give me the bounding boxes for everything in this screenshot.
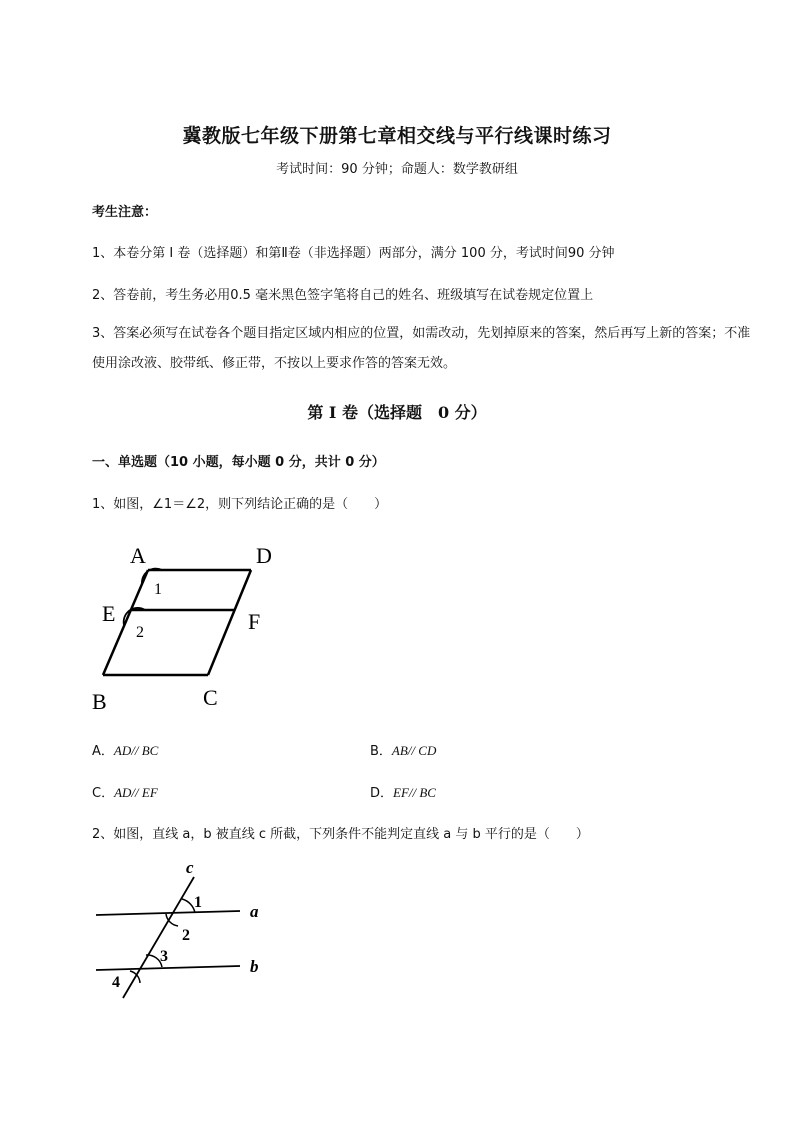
option-c[interactable] xyxy=(92,782,158,801)
label-d: D xyxy=(256,543,272,568)
option-d-letter: D． xyxy=(370,786,394,801)
question-2-stem: 2、如图，直线 a，b 被直线 c 所截，下列条件不能判定直线 a 与 b 平行的是（ ） xyxy=(92,827,589,842)
option-a-letter: A． xyxy=(92,744,114,759)
label-c: C xyxy=(203,685,218,710)
label-f: F xyxy=(248,609,261,634)
line-a xyxy=(96,911,240,915)
label-e: E xyxy=(102,601,116,626)
section-title: 第 I 卷（选择题 0 分） xyxy=(307,403,487,422)
question-1-figure xyxy=(88,535,288,720)
angle-1-label: 1 xyxy=(194,894,202,911)
question-1-stem: 1、如图，∠1＝∠2，则下列结论正确的是（ ） xyxy=(92,497,388,512)
option-c-text: AD// EF xyxy=(114,785,158,800)
notice-item-1: 1、本卷分第 I 卷（选择题）和第Ⅱ卷（非选择题）两部分，满分 100 分，考试时间90 分钟 xyxy=(92,246,615,261)
option-a[interactable] xyxy=(92,740,158,759)
label-a: A xyxy=(130,543,146,568)
notice-heading: 考生注意： xyxy=(92,205,158,220)
option-c-letter: C． xyxy=(92,786,115,801)
question-2-figure xyxy=(88,855,278,1010)
option-a-text: AD// BC xyxy=(113,743,159,758)
option-b-letter: B． xyxy=(370,744,392,759)
angle-2-label: 2 xyxy=(182,927,190,944)
option-b[interactable] xyxy=(370,740,436,759)
angle-1-label: 1 xyxy=(154,581,162,598)
part-title: 一、单选题（10 小题，每小题 0 分，共计 0 分） xyxy=(92,455,385,470)
option-d-text: EF// BC xyxy=(393,785,436,800)
angle-4-label: 4 xyxy=(112,974,120,991)
page-title: 冀教版七年级下册第七章相交线与平行线课时练习 xyxy=(182,125,612,147)
exam-info: 考试时间：90 分钟；命题人：数学教研组 xyxy=(276,162,518,177)
label-b: b xyxy=(250,957,259,976)
notice-item-2: 2、答卷前，考生务必用0.5 毫米黑色签字笔将自己的姓名、班级填写在试卷规定位置上 xyxy=(92,288,594,303)
notice-item-3: 3、答案必须写在试卷各个题目指定区域内相应的位置，如需改动，先划掉原来的答案，然后再写上新的答案；不准使用涂改液、胶带纸、修正带，不按以上要求作答的答案无效。 xyxy=(92,326,751,371)
label-c: c xyxy=(186,858,194,877)
option-b-text: AB// CD xyxy=(391,743,437,758)
line-b xyxy=(96,966,240,970)
label-a: a xyxy=(250,902,259,921)
angle-3-label: 3 xyxy=(160,948,168,965)
segment-dc xyxy=(208,570,251,675)
label-b: B xyxy=(92,689,107,714)
angle-2-label: 2 xyxy=(136,624,144,641)
option-d[interactable] xyxy=(370,782,436,801)
